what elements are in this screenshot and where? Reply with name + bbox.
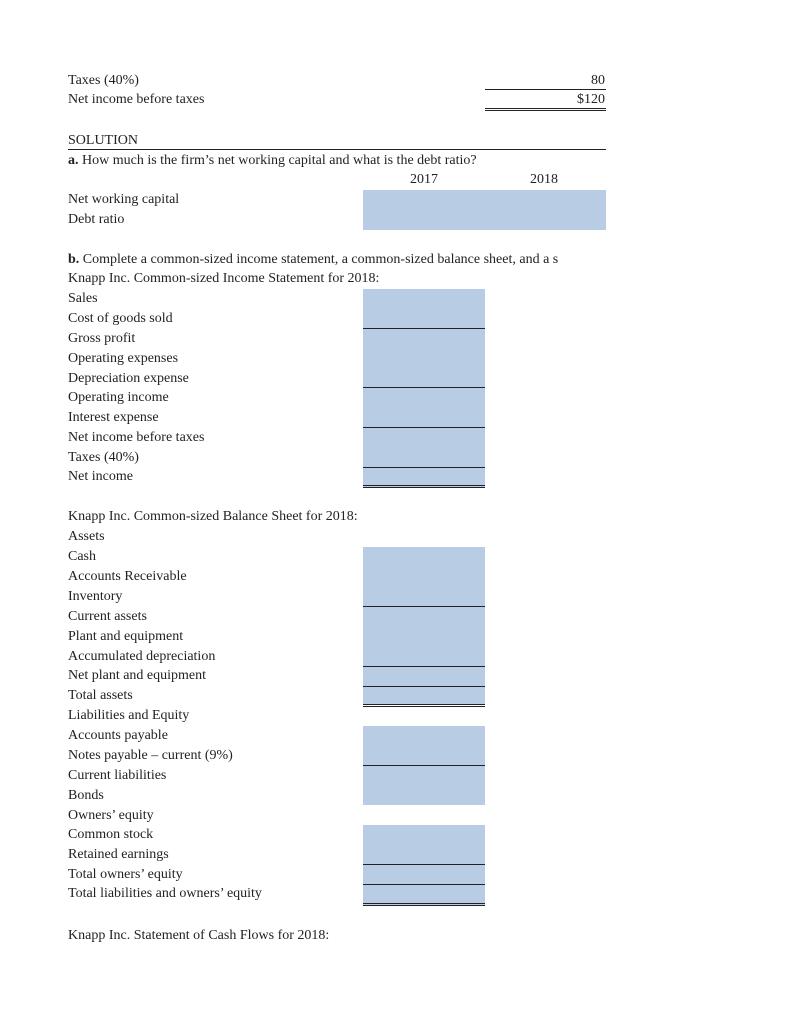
balance-row: Inventory	[68, 589, 123, 604]
balance-row: Accounts Receivable	[68, 569, 187, 584]
balance-row: Assets	[68, 529, 105, 544]
cell-rule	[363, 686, 485, 687]
cash-flow-title: Knapp Inc. Statement of Cash Flows for 2018:	[68, 928, 330, 943]
balance-row: Cash	[68, 549, 96, 564]
nibt-label: Net income before taxes	[68, 92, 205, 107]
income-statement-title: Knapp Inc. Common-sized Income Statement for 2018:	[68, 271, 380, 286]
cell-rule	[363, 328, 485, 329]
col-2017-header: 2017	[410, 172, 438, 187]
part-b-question: b. Complete a common-sized income statement, a common-sized balance sheet, and a s	[68, 252, 559, 267]
income-row: Operating expenses	[68, 351, 179, 366]
income-answer-cells[interactable]	[363, 289, 485, 487]
cell-rule	[363, 765, 485, 766]
balance-row: Total assets	[68, 688, 133, 703]
income-row: Depreciation expense	[68, 371, 189, 386]
income-row: Taxes (40%)	[68, 450, 139, 465]
balance-row: Current liabilities	[68, 768, 167, 783]
balance-row: Current assets	[68, 609, 147, 624]
sum-line	[485, 89, 606, 90]
balance-row: Accumulated depreciation	[68, 649, 216, 664]
income-row: Net income before taxes	[68, 430, 205, 445]
nibt-value: $120	[577, 92, 605, 107]
balance-row: Plant and equipment	[68, 629, 184, 644]
equity-answer-cells[interactable]	[363, 825, 485, 905]
taxes-value: 80	[591, 73, 605, 88]
cell-rule	[363, 427, 485, 428]
col-2018-header: 2018	[530, 172, 558, 187]
cell-rule	[363, 467, 485, 468]
income-row: Sales	[68, 291, 98, 306]
balance-row: Owners’ equity	[68, 808, 154, 823]
cell-double-rule	[363, 903, 485, 906]
balance-row: Bonds	[68, 788, 104, 803]
income-row: Interest expense	[68, 410, 159, 425]
balance-row: Retained earnings	[68, 847, 169, 862]
solution-heading: SOLUTION	[68, 133, 138, 148]
part-a-answer-cells[interactable]	[363, 190, 606, 230]
balance-row: Net plant and equipment	[68, 668, 207, 683]
cell-double-rule	[363, 704, 485, 707]
net-working-capital-label: Net working capital	[68, 192, 180, 207]
income-row: Cost of goods sold	[68, 311, 173, 326]
income-row: Operating income	[68, 390, 169, 405]
cell-double-rule	[363, 485, 485, 488]
taxes-label: Taxes (40%)	[68, 73, 139, 88]
balance-row: Notes payable – current (9%)	[68, 748, 233, 763]
cell-rule	[363, 387, 485, 388]
income-row: Net income	[68, 469, 133, 484]
cell-rule	[363, 606, 485, 607]
debt-ratio-label: Debt ratio	[68, 212, 125, 227]
part-a-question: a. How much is the firm’s net working capital and what is the debt ratio?	[68, 153, 477, 168]
balance-row: Total liabilities and owners’ equity	[68, 886, 262, 901]
cell-rule	[363, 666, 485, 667]
income-row: Gross profit	[68, 331, 136, 346]
balance-row: Liabilities and Equity	[68, 708, 190, 723]
balance-row: Total owners’ equity	[68, 867, 183, 882]
assets-answer-cells[interactable]	[363, 547, 485, 705]
balance-sheet-title: Knapp Inc. Common-sized Balance Sheet for 2018:	[68, 509, 358, 524]
cell-rule	[363, 864, 485, 865]
double-underline	[485, 108, 606, 111]
balance-row: Common stock	[68, 827, 154, 842]
cell-rule	[363, 884, 485, 885]
balance-row: Accounts payable	[68, 728, 168, 743]
solution-rule	[68, 149, 606, 150]
